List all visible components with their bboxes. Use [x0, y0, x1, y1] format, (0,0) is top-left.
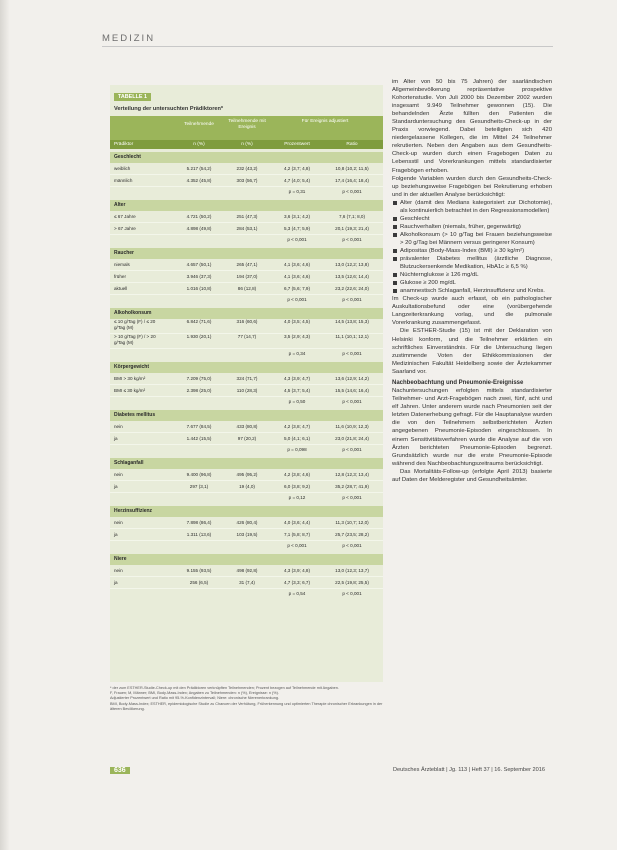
- subhead-col1: n (%): [193, 142, 205, 147]
- footnote: * der zum ESTHER-Studie-Check-up mit den Prädiktoren verknüpften Teilnehmenden; Prozent bezogen auf Teilnehmende mit Angaben.: [110, 686, 339, 690]
- row-label: ja: [114, 436, 118, 441]
- pvalue-row: [110, 349, 383, 359]
- paragraph-checkup: Im Check-up wurde auch erfasst, ob ein pathologischer Auskultationsbefund oder eine (vorübergehende Langzeiterkrankung vorlag, und die pulmonale Vorerkrankung zusammengefasst.: [392, 296, 552, 327]
- cell-ratio: 20,1 (19,3; 21,4): [335, 226, 369, 231]
- table-row: [110, 283, 383, 295]
- row-label: nein: [114, 520, 123, 525]
- cell-events: 97 (20,2): [237, 436, 257, 441]
- pvalue-row: [110, 493, 383, 503]
- paragraph-variables: Folgende Variablen wurden durch den Gesundheits-Check-up beziehungsweise Fragebögen bei Rekrutierung erhoben und in der aktuellen Analyse berücksichtigt:: [392, 175, 552, 198]
- cell-ratio: 11,1 (10,1; 12,1): [335, 334, 369, 339]
- cell-ratio: 12,8 (12,3; 13,4): [335, 472, 369, 477]
- cell-ratio: 14,5 (13,8; 15,3): [335, 319, 369, 324]
- cell-percent: 6,7 (5,6; 7,9): [283, 286, 311, 291]
- cell-percent: 4,0 (3,5; 4,5): [283, 319, 311, 324]
- cell-participants: 7.898 (86,4): [186, 520, 212, 525]
- cell-ratio: 35,2 (28,7; 41,9): [335, 484, 369, 489]
- table-row: [110, 163, 383, 175]
- p-value: p = 0,098: [287, 447, 307, 452]
- cell-participants: 256 (6,5): [189, 580, 209, 585]
- p-value: p < 0,001: [287, 237, 307, 242]
- pvalue-row: [110, 295, 383, 305]
- table-row: [110, 433, 383, 445]
- row-label: nein: [114, 472, 123, 477]
- table-row: [110, 259, 383, 271]
- table-row: [110, 211, 383, 223]
- group-title: Raucher: [110, 248, 383, 259]
- article-right-column: [392, 78, 552, 484]
- cell-ratio: 13,5 (12,6; 14,4): [335, 274, 369, 279]
- cell-participants: 4.657 (50,1): [186, 262, 212, 267]
- table-row: [110, 577, 383, 589]
- p-value: p < 0,001: [342, 447, 362, 452]
- cell-percent: 4,2 (3,8; 4,6): [283, 472, 311, 477]
- p-value: p < 0,001: [342, 351, 362, 356]
- variable-list-item: Glukose ≥ 200 mg/dL: [392, 279, 552, 287]
- row-label: nein: [114, 568, 123, 573]
- subhead-col2: n (%): [241, 142, 253, 147]
- group-title: Niere: [110, 554, 383, 565]
- row-label: weiblich: [114, 166, 131, 171]
- cell-ratio: 13,6 (12,9; 14,2): [335, 376, 369, 381]
- cell-participants: 3.946 (37,3): [186, 274, 212, 279]
- p-value: p < 0,001: [342, 237, 362, 242]
- paragraph-mortality: Das Mortalitäts-Follow-up (erfolgte April 2013) basierte auf Daten der Melderegister und Gesundheitsämter.: [392, 468, 552, 483]
- cell-ratio: 23,0 (21,8; 24,4): [335, 436, 369, 441]
- row-label: aktuell: [114, 286, 128, 291]
- cell-ratio: 10,8 (10,2; 11,5): [335, 166, 369, 171]
- table-row: [110, 373, 383, 385]
- variable-list-item: Adipositas (Body-Mass-Index (BMI) ≥ 30 kg/m²): [392, 247, 552, 255]
- pvalue-row: [110, 589, 383, 599]
- p-value: p < 0,001: [342, 189, 362, 194]
- cell-ratio: 15,5 (14,6; 16,4): [335, 388, 369, 393]
- header-col2: Teilnehmende mit Ereignis: [228, 119, 266, 130]
- cell-participants: 7.209 (75,0): [186, 376, 212, 381]
- footnote: F, Frauen; M, Männer; BMI, Body-Mass-Index; Angaben zu Teilnehmenden: n (%), Ereignisse: n (%).: [110, 691, 279, 696]
- pvalue-row: [110, 187, 383, 197]
- group-title: Schlaganfall: [110, 458, 383, 469]
- cell-ratio: 22,5 (19,8; 25,5): [335, 580, 369, 585]
- pvalue-row: [110, 445, 383, 455]
- cell-ratio: 17,4 (16,4; 18,4): [335, 178, 369, 183]
- cell-participants: 1.311 (13,6): [186, 532, 212, 537]
- row-label: > 10 g/Tag (F) / > 20 g/Tag (M): [114, 334, 156, 345]
- cell-events: 284 (53,1): [236, 226, 258, 231]
- section-header: MEDIZIN: [102, 33, 156, 44]
- table-row: [110, 334, 383, 349]
- cell-participants: 1.930 (20,1): [186, 334, 212, 339]
- row-label: niemals: [114, 262, 130, 267]
- table-body: [110, 152, 383, 599]
- cell-participants: 4.721 (50,2): [186, 214, 212, 219]
- cell-ratio: 11,3 (10,7; 12,0): [335, 520, 369, 525]
- cell-events: 498 (92,8): [236, 568, 258, 573]
- row-label: ja: [114, 484, 118, 489]
- p-value: p < 0,001: [342, 399, 362, 404]
- group-title: Herzinsuffizienz: [110, 506, 383, 517]
- cell-participants: 6.842 (71,6): [186, 319, 212, 324]
- row-label: ja: [114, 580, 118, 585]
- header-col1: Teilnehmende: [184, 122, 214, 127]
- table-row: [110, 421, 383, 433]
- cell-events: 232 (43,2): [236, 166, 258, 171]
- cell-percent: 4,7 (3,3; 6,7): [283, 580, 311, 585]
- cell-percent: 4,1 (3,6; 4,6): [283, 274, 311, 279]
- table-row: [110, 271, 383, 283]
- cell-events: 324 (71,7): [236, 376, 258, 381]
- cell-percent: 4,0 (3,6; 4,4): [283, 520, 311, 525]
- cell-percent: 5,3 (4,7; 5,9): [283, 226, 311, 231]
- variable-list-item: Alter (damit des Medians kategorisiert zur Dichotomie), als kontinuierlich betrachtet in den Regressionsmodellen): [392, 199, 552, 215]
- footnote: BMI, Body-Mass-Index; ESTHER, epidemiologische Studie zu Chancen der Verhütung, Früherkennung und optimierten Therapie chronischer Erkrankungen in der älteren Bevölkerung.: [110, 701, 383, 711]
- variable-list-item: Rauchverhalten (niemals, früher, gegenwärtig): [392, 223, 552, 231]
- table-footnotes: [110, 686, 385, 712]
- cell-ratio: 13,0 (12,3; 13,7): [335, 568, 369, 573]
- cell-events: 86 (12,8): [237, 286, 257, 291]
- cell-events: 31 (7,4): [239, 580, 255, 585]
- cell-participants: 9.155 (93,5): [186, 568, 212, 573]
- cell-ratio: 7,6 (7,1; 8,0): [338, 214, 366, 219]
- p-value: p = 0,12: [288, 495, 306, 500]
- group-title: Diabetes mellitus: [110, 410, 383, 421]
- cell-events: 495 (95,2): [236, 472, 258, 477]
- row-label: ≤ 10 g/Tag (F) / ≤ 20 g/Tag (M): [114, 319, 156, 330]
- cell-events: 303 (56,7): [236, 178, 258, 183]
- cell-events: 194 (37,0): [236, 274, 258, 279]
- cell-participants: 1.016 (10,8): [186, 286, 212, 291]
- cell-ratio: 13,0 (12,2; 13,8): [335, 262, 369, 267]
- group-title: Körpergewicht: [110, 362, 383, 373]
- cell-events: 103 (19,5): [236, 532, 258, 537]
- p-value: p = 0,50: [288, 399, 306, 404]
- cell-events: 316 (60,6): [236, 319, 258, 324]
- cell-percent: 4,2 (3,8; 4,7): [283, 424, 311, 429]
- paragraph-ethics: Die ESTHER-Studie (15) ist mit der Deklaration von Helsinki konform, und die Teilnehmer erklärten ein schriftliches Einverständnis. Für die Untersuchung liegen zustimmende Voten der Ethikkommissionen der Medizinischen Fakultät Heidelberg sowie der Ärztekammer Saarland vor.: [392, 328, 552, 375]
- paragraph-intro: im Alter von 50 bis 75 Jahren) der saarländischen Allgemeinbevölkerung repräsentative prospektive Kohortenstudie. Von Juli 2000 bis Dezember 2002 wurden insgesamt 9.949 Teilnehmer gewonnen (15). Die behandelnden Ärzte füllten den Patienten die Standarduntersuchung des Gesundheits-Check-up in der Praxis vorwiegend. Dabei beteiligten sich 420 niedergelassene Kollegen, die im Mittel 24 Teilnehmer rekrutierten. Neben den Angaben aus dem Gesundheits-Check-up wurden durch einen Fragebogen Daten zu Lebensstil und Vorerkrankungen mittels standardisierter Fragebögen erhoben.: [392, 79, 552, 174]
- header-rule: [102, 46, 553, 47]
- cell-percent: 4,2 (3,7; 4,8): [283, 166, 311, 171]
- cell-percent: 4,3 (3,9; 4,7): [283, 376, 311, 381]
- table-row: [110, 565, 383, 577]
- header-col34: Für Ereignis adjustiert: [301, 119, 349, 124]
- table-row: [110, 517, 383, 529]
- pvalue-row: [110, 397, 383, 407]
- table-caption: Verteilung der untersuchten Prädiktoren*: [114, 106, 224, 112]
- p-value: p = 0,54: [288, 591, 306, 596]
- row-label: BMI > 30 kg/m²: [114, 376, 146, 381]
- table-row: [110, 469, 383, 481]
- cell-participants: 9.400 (96,8): [186, 472, 212, 477]
- table-row: [110, 223, 383, 235]
- variable-list: [392, 199, 552, 296]
- cell-percent: 4,7 (4,0; 5,4): [283, 178, 311, 183]
- cell-percent: 4,5 (3,7; 5,4): [283, 388, 311, 393]
- table-row: [110, 529, 383, 541]
- table-header: [110, 116, 383, 140]
- cell-events: 433 (80,8): [236, 424, 258, 429]
- table-subheader: [110, 140, 383, 149]
- group-title: Alter: [110, 200, 383, 211]
- p-value: p < 0,001: [342, 495, 362, 500]
- cell-events: 77 (14,7): [237, 334, 257, 339]
- row-label: BMI ≤ 30 kg/m²: [114, 388, 146, 393]
- p-value: p < 0,001: [342, 591, 362, 596]
- cell-percent: 6,0 (3,8; 9,2): [283, 484, 311, 489]
- cell-percent: 4,3 (3,9; 4,8): [283, 568, 311, 573]
- group-title: Geschlecht: [110, 152, 383, 163]
- p-value: p = 0,31: [288, 189, 306, 194]
- p-value: p < 0,001: [287, 543, 307, 548]
- pvalue-row: [110, 235, 383, 245]
- p-value: p < 0,001: [287, 297, 307, 302]
- cell-events: 251 (47,3): [236, 214, 258, 219]
- header-col0: Prädiktor: [114, 142, 134, 147]
- section-heading: Nachbeobachtung und Pneumonie-Ereignisse: [392, 379, 524, 386]
- table-row: [110, 319, 383, 334]
- group-title: Alkoholkonsum: [110, 308, 383, 319]
- table-row: [110, 175, 383, 187]
- table-row: [110, 481, 383, 493]
- footnote: Adjustierter Prozentwert und Ratio mit 95-%-Konfidenzintervall; Niere: chronische Nierenerkrankung.: [110, 696, 280, 701]
- cell-events: 426 (80,4): [236, 520, 258, 525]
- cell-events: 265 (47,1): [236, 262, 258, 267]
- cell-participants: 4.898 (49,8): [186, 226, 212, 231]
- cell-participants: 2.398 (25,0): [186, 388, 212, 393]
- cell-percent: 5,0 (4,1; 6,1): [283, 436, 311, 441]
- variable-list-item: Geschlecht: [392, 215, 552, 223]
- pvalue-row: [110, 541, 383, 551]
- row-label: > 67 Jahre: [114, 226, 136, 231]
- row-label: früher: [114, 274, 127, 279]
- variable-list-item: prävalenter Diabetes mellitus (ärztliche Diagnose, Blutzuckersenkende Medikation, HbA1c ≥ 6,5 %): [392, 255, 552, 271]
- cell-percent: 3,5 (2,9; 4,3): [283, 334, 311, 339]
- subhead-col4: Ratio: [346, 142, 358, 147]
- p-value: p = 0,34: [288, 351, 306, 356]
- cell-events: 19 (4,0): [239, 484, 255, 489]
- row-label: ja: [114, 532, 118, 537]
- table-tag: TABELLE 1: [114, 93, 151, 101]
- row-label: männlich: [114, 178, 133, 183]
- row-label: nein: [114, 424, 123, 429]
- cell-ratio: 25,7 (23,5; 28,2): [335, 532, 369, 537]
- cell-events: 110 (28,3): [236, 388, 258, 393]
- subhead-col3: Prozentwert: [284, 142, 310, 147]
- cell-participants: 7.677 (84,5): [186, 424, 212, 429]
- cell-ratio: 23,2 (22,6; 24,0): [335, 286, 369, 291]
- journal-citation: Deutsches Ärzteblatt | Jg. 113 | Heft 37 | 16. September 2016: [393, 767, 545, 773]
- cell-percent: 3,6 (3,1; 4,2): [283, 214, 311, 219]
- variable-list-item: Alkoholkonsum (> 10 g/Tag bei Frauen beziehungsweise > 20 g/Tag bei Männern versus geringerer Konsum): [392, 231, 552, 247]
- page-gutter-shadow: [0, 0, 10, 850]
- cell-participants: 4.352 (45,8): [186, 178, 212, 183]
- paragraph-followup: Nachuntersuchungen erfolgten mittels standardisierter Teilnehmer- und Arzt-Fragebögen nach zwei, fünf, acht und elf Jahren. Unter anderem wurde nach Pneumonien seit der letzten Datenerhebung gefragt. Für die Hauptanalyse wurden die von den Teilnehmern selbstberichteten Ärzten angegebenen Pneumonie-Episoden eingeschlossen. In einem Sensitivitätsverfahren wurde die Analyse auf die von Ärzten berichteten Pneumonie-Episoden begrenzt. Grundsätzlich wurde nur die erste Pneumonie-Episode während des Nachbeobachtungszeitraums berücksichtigt.: [392, 388, 552, 467]
- table-1: [110, 85, 383, 682]
- cell-ratio: 11,6 (10,9; 12,3): [335, 424, 369, 429]
- p-value: p < 0,001: [342, 297, 362, 302]
- variable-list-item: Nüchternglukose ≥ 126 mg/dL: [392, 271, 552, 279]
- p-value: p < 0,001: [342, 543, 362, 548]
- cell-participants: 5.217 (54,2): [186, 166, 212, 171]
- cell-percent: 7,1 (5,8; 8,7): [283, 532, 311, 537]
- cell-participants: 1.442 (15,5): [186, 436, 212, 441]
- row-label: ≤ 67 Jahre: [114, 214, 136, 219]
- table-row: [110, 385, 383, 397]
- page-number: 636: [110, 767, 130, 774]
- variable-list-item: anamnestisch Schlaganfall, Herzinsuffizienz und Krebs.: [392, 287, 552, 295]
- cell-percent: 4,1 (3,6; 4,6): [283, 262, 311, 267]
- cell-participants: 297 (3,1): [189, 484, 209, 489]
